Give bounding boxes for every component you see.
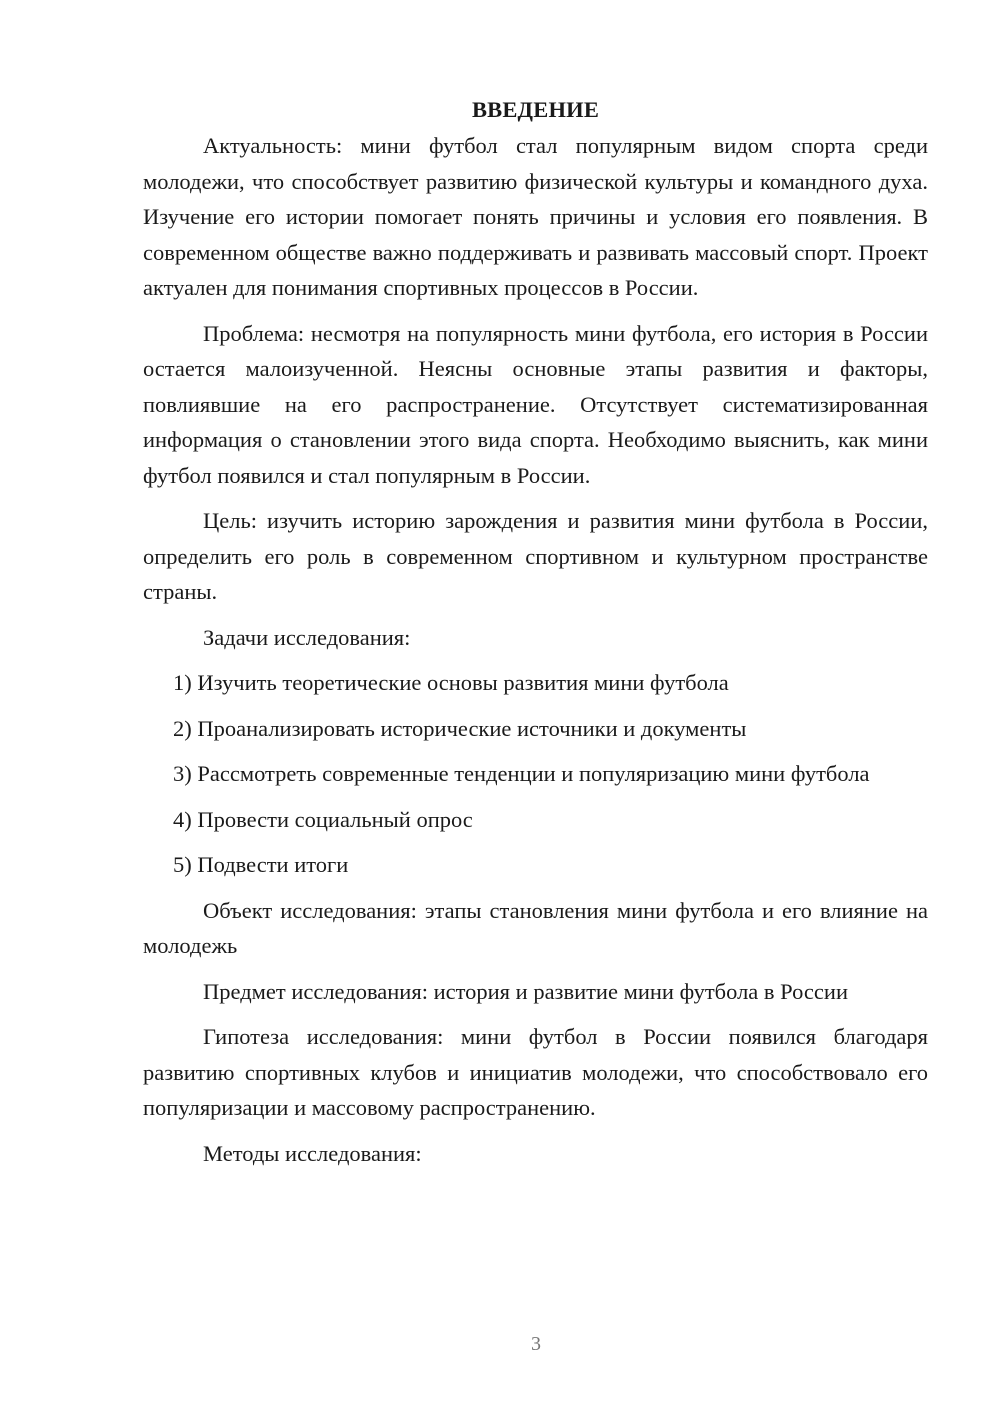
methods-heading: Методы исследования:: [203, 1140, 422, 1166]
tasks-heading: Задачи исследования:: [203, 624, 411, 650]
section-title: ВВЕДЕНИЕ: [471, 97, 600, 122]
page-content: [143, 96, 928, 1181]
task-item-2: 2) Проанализировать исторические источники и документы: [173, 715, 747, 741]
relevance-paragraph: Актуальность: мини футбол стал популярным видом спорта среди молодежи, что способствует развитию физической культуры и командного духа. Изучение его истории помогает понять причины и условия его появления. В современном обществе важно поддерживать и развивать массовый спорт. Проект актуален для понимания спортивных процессов в России.: [143, 133, 928, 300]
task-item-1: 1) Изучить теоретические основы развития мини футбола: [173, 670, 729, 695]
task-item-4: 4) Провести социальный опрос: [173, 806, 473, 832]
task-item-5: 5) Подвести итоги: [173, 852, 349, 877]
subject-paragraph: Предмет исследования: история и развитие мини футбола в России: [203, 978, 848, 1004]
hypothesis-paragraph: Гипотеза исследования: мини футбол в России появился благодаря развитию спортивных клубов и инициатив молодежи, что способствовало его популяризации и массовому распространению.: [143, 1024, 928, 1120]
problem-paragraph: Проблема: несмотря на популярность мини футбола, его история в России остается малоизученной. Неясны основные этапы развития и факторы, повлиявшие на его распространение. Отсутствует систематизированная информация о становлении этого вида спорта. Необходимо выяснить, как мини футбол появился и стал популярным в России.: [143, 320, 928, 488]
page-number: 3: [531, 1333, 541, 1355]
object-paragraph: Объект исследования: этапы становления мини футбола и его влияние на молодежь: [143, 897, 928, 958]
task-item-3: 3) Рассмотреть современные тенденции и популяризацию мини футбола: [173, 761, 870, 786]
goal-paragraph: Цель: изучить историю зарождения и развития мини футбола в России, определить его роль в современном спортивном и культурном пространстве страны.: [143, 508, 928, 604]
